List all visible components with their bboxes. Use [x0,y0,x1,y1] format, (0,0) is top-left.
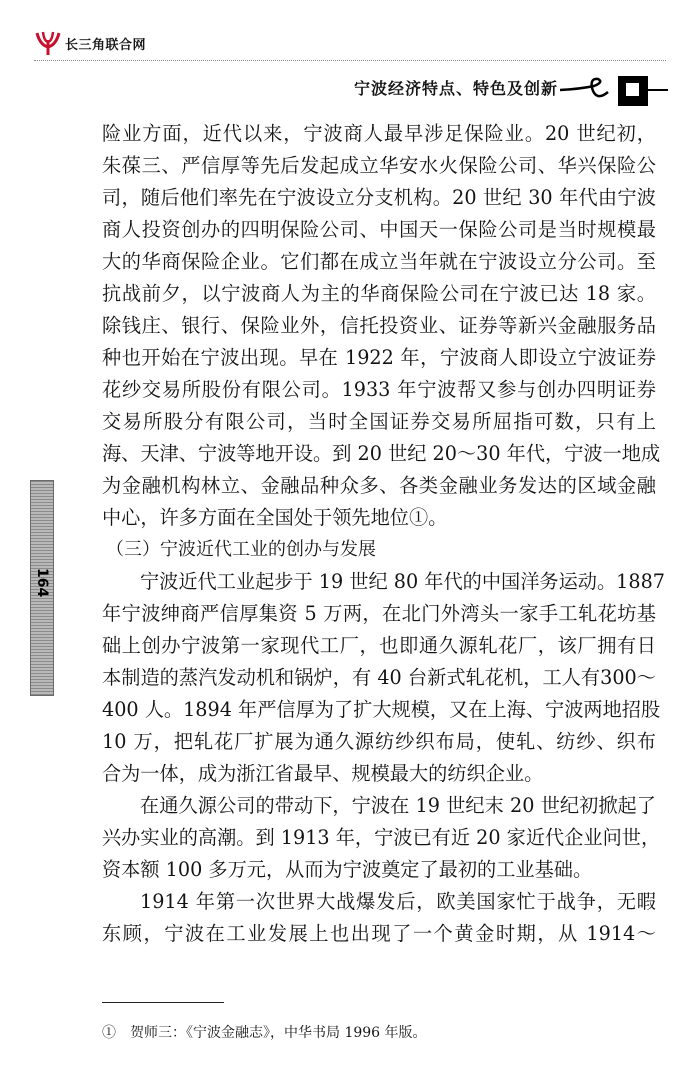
body-text [102,118,665,950]
text-line: 司，随后他们率先在宁波设立分支机构。20 世纪 30 年代由宁波 [102,186,656,209]
text-line: 大的华商保险企业。它们都在成立当年就在宁波设立分公司。至 [102,250,656,273]
text-line: 年宁波绅商严信厚集资 5 万两，在北门外湾头一家手工轧花坊基 [102,602,656,625]
text-line: 朱葆三、严信厚等先后发起成立华安水火保险公司、华兴保险公 [102,154,656,177]
text-line: 险业方面，近代以来，宁波商人最早涉足保险业。20 世纪初， [102,122,656,145]
page-number: 164 [34,568,50,598]
text-line: 东顾，宁波在工业发展上也出现了一个黄金时期，从 1914～ [102,922,656,945]
text-line: 合为一体，成为浙江省最早、规模最大的纺织企业。 [102,762,544,785]
text-line: 础上创办宁波第一家现代工厂，也即通久源轧花厂，该厂拥有日 [102,634,656,657]
text-line: 海、天津、宁波等地开设。到 20 世纪 20～30 年代，宁波一地成 [102,442,661,465]
text-line: 除钱庄、银行、保险业外，信托投资业、证券等新兴金融服务品 [102,314,656,337]
text-line: 资本额 100 多万元，从而为宁波奠定了最初的工业基础。 [102,858,593,881]
text-line: 中心，许多方面在全国处于领先地位①。 [102,506,448,529]
footnote: ① 贺师三：《宁波金融志》，中华书局 1996 年版。 [102,1025,427,1041]
text-line: 宁波近代工业起步于 19 世纪 80 年代的中国洋务运动。1887 [140,570,665,593]
text-line: 交易所股分有限公司，当时全国证券交易所屈指可数，只有上 [102,410,656,433]
site-name: 长三角联合网 [65,37,147,53]
section-heading: （三）宁波近代工业的创办与发展 [106,539,376,560]
text-line: 400 人。1894 年严信厚为了扩大规模，又在上海、宁波两地招股 [102,698,661,721]
footnote-divider [102,1002,224,1003]
header-divider [34,60,666,61]
logo-icon [34,30,62,56]
site-logo [34,30,146,56]
text-line: 花纱交易所股份有限公司。1933 年宁波帮又参与创办四明证券 [102,378,656,401]
text-line: 1914 年第一次世界大战爆发后，欧美国家忙于战争，无暇 [140,890,656,913]
page-number-tab [30,480,54,696]
text-line: 10 万，把轧花厂扩展为通久源纺纱织布局，使轧、纺纱、织布 [102,730,656,753]
text-line: 本制造的蒸汽发动机和锅炉，有 40 台新式轧花机，工人有300～ [102,666,656,689]
text-line: 种也开始在宁波出现。早在 1922 年，宁波商人即设立宁波证券 [102,346,656,369]
running-title: 宁波经济特点、特色及创新 [353,79,558,98]
text-line: 抗战前夕，以宁波商人为主的华商保险公司在宁波已达 18 家。 [102,282,656,305]
text-line: 兴办实业的高潮。到 1913 年，宁波已有近 20 家近代企业问世， [102,826,661,849]
text-line: 为金融机构林立、金融品种众多、各类金融业务发达的区域金融 [102,474,656,497]
text-line: 商人投资创办的四明保险公司、中国天一保险公司是当时规模最 [102,218,656,241]
text-line: 在通久源公司的带动下，宁波在 19 世纪末 20 世纪初掀起了 [140,794,656,817]
swirl-ornament-icon [560,70,670,110]
